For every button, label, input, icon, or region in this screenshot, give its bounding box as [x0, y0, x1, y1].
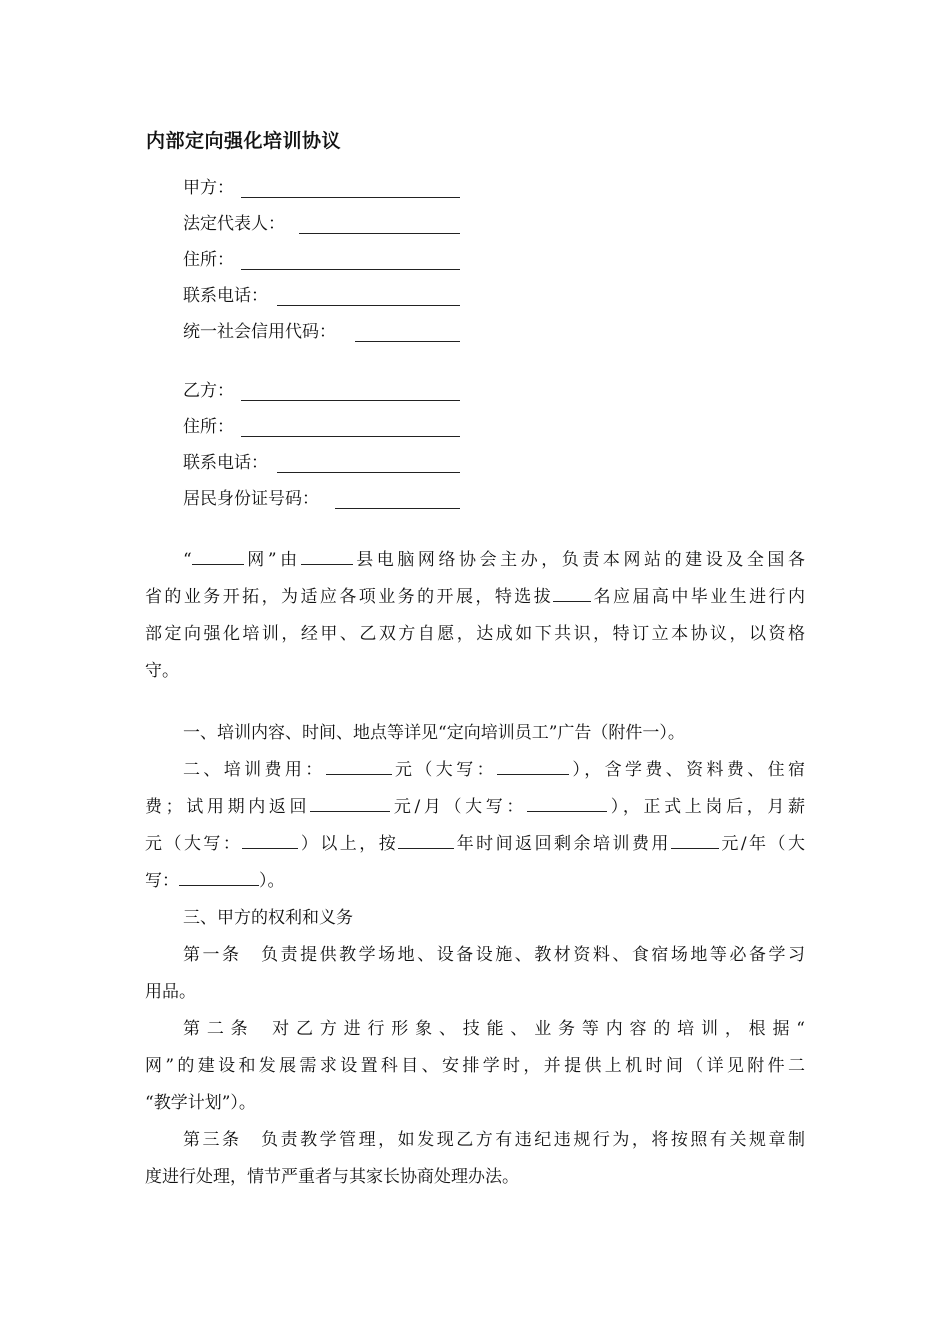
party-b-address-label: 住所：	[183, 417, 234, 437]
clause-2	[145, 752, 805, 900]
clause-2-line-2: 费；试用期内返回 元/月（大写： ），正式上岗后，月薪	[145, 789, 805, 826]
website-name-blank[interactable]	[192, 544, 244, 565]
intro-line-4: 守。	[145, 661, 179, 681]
monthly-return-blank[interactable]	[310, 791, 390, 812]
section-3	[145, 900, 805, 1196]
party-a-address-label: 住所：	[183, 250, 234, 270]
party-a-address-blank[interactable]	[241, 269, 460, 270]
party-b-phone-label: 联系电话：	[183, 453, 268, 473]
county-name-blank[interactable]	[301, 544, 353, 565]
article-1-line-2: 用品。	[145, 982, 196, 1002]
trainee-count-blank[interactable]	[553, 581, 591, 602]
clause-1	[145, 715, 805, 752]
article-3-line-1: 第三条 负责教学管理，如发现乙方有违纪违规行为，将按照有关规章制	[183, 1130, 805, 1150]
party-a-name-blank[interactable]	[241, 197, 460, 198]
article-2-line-1: 第 二 条 对 乙 方 进 行 形 象 、 技 能 、 业 务 等 内 容 的 培 训 ， 根 据 “	[183, 1019, 805, 1039]
intro-line-1: “ 网”由 县电脑网络协会主办，负责本网站的建设及全国各	[145, 542, 805, 579]
clause-1-text: 一、培训内容、时间、地点等详见“定向培训员工”广告（附件一）。	[183, 723, 685, 743]
training-fee-words-blank[interactable]	[497, 754, 569, 775]
years-blank[interactable]	[398, 828, 454, 849]
article-2-line-3: “教学计划”）。	[145, 1093, 256, 1113]
party-a-phone-blank[interactable]	[277, 305, 460, 306]
party-b-name-blank[interactable]	[241, 400, 460, 401]
party-b-id-field[interactable]	[183, 486, 319, 512]
party-a-credit-code-label: 统一社会信用代码：	[183, 322, 336, 342]
party-a-rep-label: 法定代表人：	[183, 214, 285, 234]
clause-2-line-4: 写： ）。	[145, 863, 805, 900]
party-a-address-field[interactable]	[183, 247, 234, 273]
article-3-line-2: 度进行处理，情节严重者与其家长协商处理办法。	[145, 1167, 519, 1187]
salary-words-blank[interactable]	[242, 828, 298, 849]
party-b-name-label: 乙方：	[183, 381, 234, 401]
party-a-rep-field[interactable]	[183, 211, 285, 237]
party-b-address-field[interactable]	[183, 414, 234, 440]
party-b-name-field[interactable]	[183, 378, 234, 404]
yearly-return-blank[interactable]	[671, 828, 719, 849]
party-a-phone-field[interactable]	[183, 283, 268, 309]
yearly-return-words-blank[interactable]	[179, 865, 259, 886]
monthly-return-words-blank[interactable]	[527, 791, 607, 812]
party-a-name-label: 甲方：	[183, 178, 234, 198]
intro-paragraph	[145, 542, 805, 690]
party-a-rep-blank[interactable]	[299, 233, 460, 234]
clause-2-line-3: 元（大写： ）以上，按 年时间返回剩余培训费用 元/年（大	[145, 826, 805, 863]
party-a-phone-label: 联系电话：	[183, 286, 268, 306]
party-a-credit-code-blank[interactable]	[355, 341, 460, 342]
clause-2-line-1: 二、培训费用： 元（大写： ），含学费、资料费、住宿	[145, 752, 805, 789]
article-2-line-2: 网”的建设和发展需求设置科目、安排学时，并提供上机时间（详见附件二	[145, 1056, 805, 1076]
party-a-credit-code-field[interactable]	[183, 319, 336, 345]
party-b-id-blank[interactable]	[335, 508, 460, 509]
training-fee-blank[interactable]	[326, 754, 392, 775]
party-b-phone-blank[interactable]	[277, 472, 460, 473]
section-3-heading: 三、甲方的权利和义务	[183, 908, 353, 928]
party-a-name-field[interactable]	[183, 175, 234, 201]
article-1-line-1: 第一条 负责提供教学场地、设备设施、教材资料、食宿场地等必备学习	[183, 945, 805, 965]
document-title: 内部定向强化培训协议	[146, 130, 342, 152]
party-b-address-blank[interactable]	[241, 436, 460, 437]
party-b-phone-field[interactable]	[183, 450, 268, 476]
party-b-id-label: 居民身份证号码：	[183, 489, 319, 509]
intro-line-3: 部定向强化培训，经甲、乙双方自愿，达成如下共识，特订立本协议，以资格	[145, 624, 805, 644]
intro-line-2: 省的业务开拓，为适应各项业务的开展，特选拔 名应届高中毕业生进行内	[145, 579, 805, 616]
